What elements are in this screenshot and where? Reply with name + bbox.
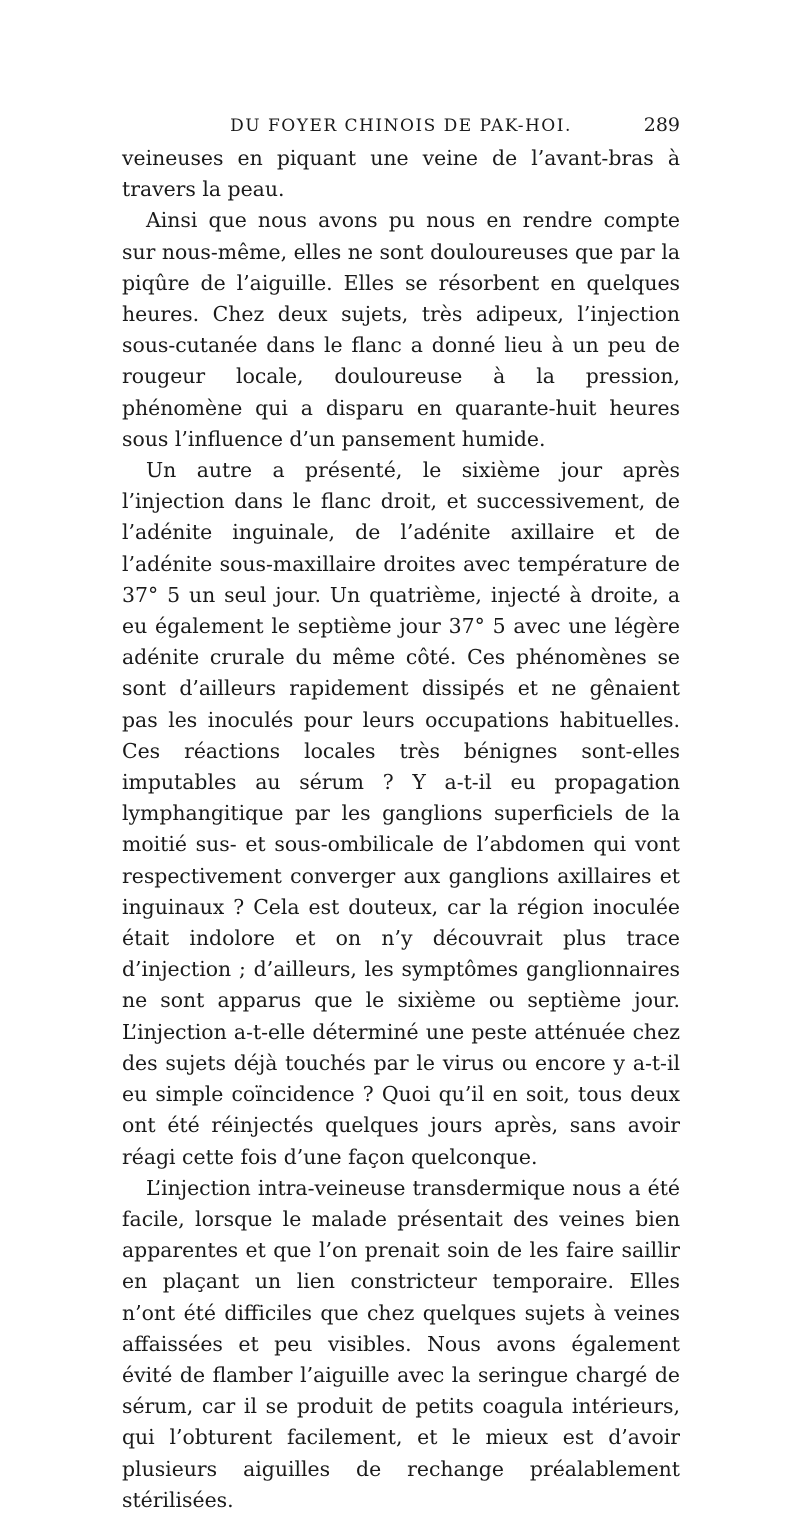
page-number: 289 (643, 114, 680, 136)
paragraph: Un autre a présenté, le sixième jour après l’injection dans le flanc droit, et successivement, de l’adénite inguinale, de l’adénite axillaire et de l’adénite sous-maxillaire droites avec température de 37° 5 un seul jour. Un quatrième, injecté à droite, a eu également le septième jour 37° 5 avec une légère adénite crurale du même côté. Ces phénomènes se sont d’ailleurs rapidement dissipés et ne gênaient pas les inoculés pour leurs occupations habituelles. Ces réactions locales très bénignes sont-elles imputables au sérum ? Y a-t-il eu propagation lymphangitique par les ganglions superficiels de la moitié sus- et sous-ombilicale de l’abdomen qui vont respectivement converger aux ganglions axillaires et inguinaux ? Cela est douteux, car la région inoculée était indolore et on n’y découvrait plus trace d’injection ; d’ailleurs, les symptômes ganglionnaires ne sont apparus que le sixième ou septième jour. L’injection a-t-elle déterminé une peste atténuée chez des sujets déjà touchés par le virus ou encore y a-t-il eu simple coïncidence ? Quoi qu’il en soit, tous deux ont été réinjectés quelques jours après, sans avoir réagi cette fois d’une façon quelconque. (122, 458, 680, 1169)
page-header (122, 112, 680, 140)
body-text (122, 143, 680, 1516)
paragraph: L’injection intra-veineuse transdermique nous a été facile, lorsque le malade présentait des veines bien apparentes et que l’on prenait soin de les faire saillir en plaçant un lien constricteur temporaire. Elles n’ont été difficiles que chez quelques sujets à veines affaissées et peu visibles. Nous avons également évité de flamber l’aiguille avec la seringue chargé de sérum, car il se produit de petits coagula intérieurs, qui l’obturent facilement, et le mieux est d’avoir plusieurs aiguilles de rechange préalablement stérilisées. (122, 1175, 680, 1512)
running-title: DU FOYER CHINOIS DE PAK-HOI. (230, 116, 572, 136)
paragraph-continued: veineuses en piquant une veine de l’avant-bras à travers la peau. (122, 146, 680, 202)
paragraph: Ainsi que nous avons pu nous en rendre compte sur nous-même, elles ne sont douloureuses que par la piqûre de l’aiguille. Elles se résorbent en quelques heures. Chez deux sujets, très adipeux, l’injection sous-cutanée dans le flanc a donné lieu à un peu de rougeur locale, douloureuse à la pression, phénomène qui a disparu en quarante-huit heures sous l’influence d’un pansement humide. (122, 208, 680, 451)
